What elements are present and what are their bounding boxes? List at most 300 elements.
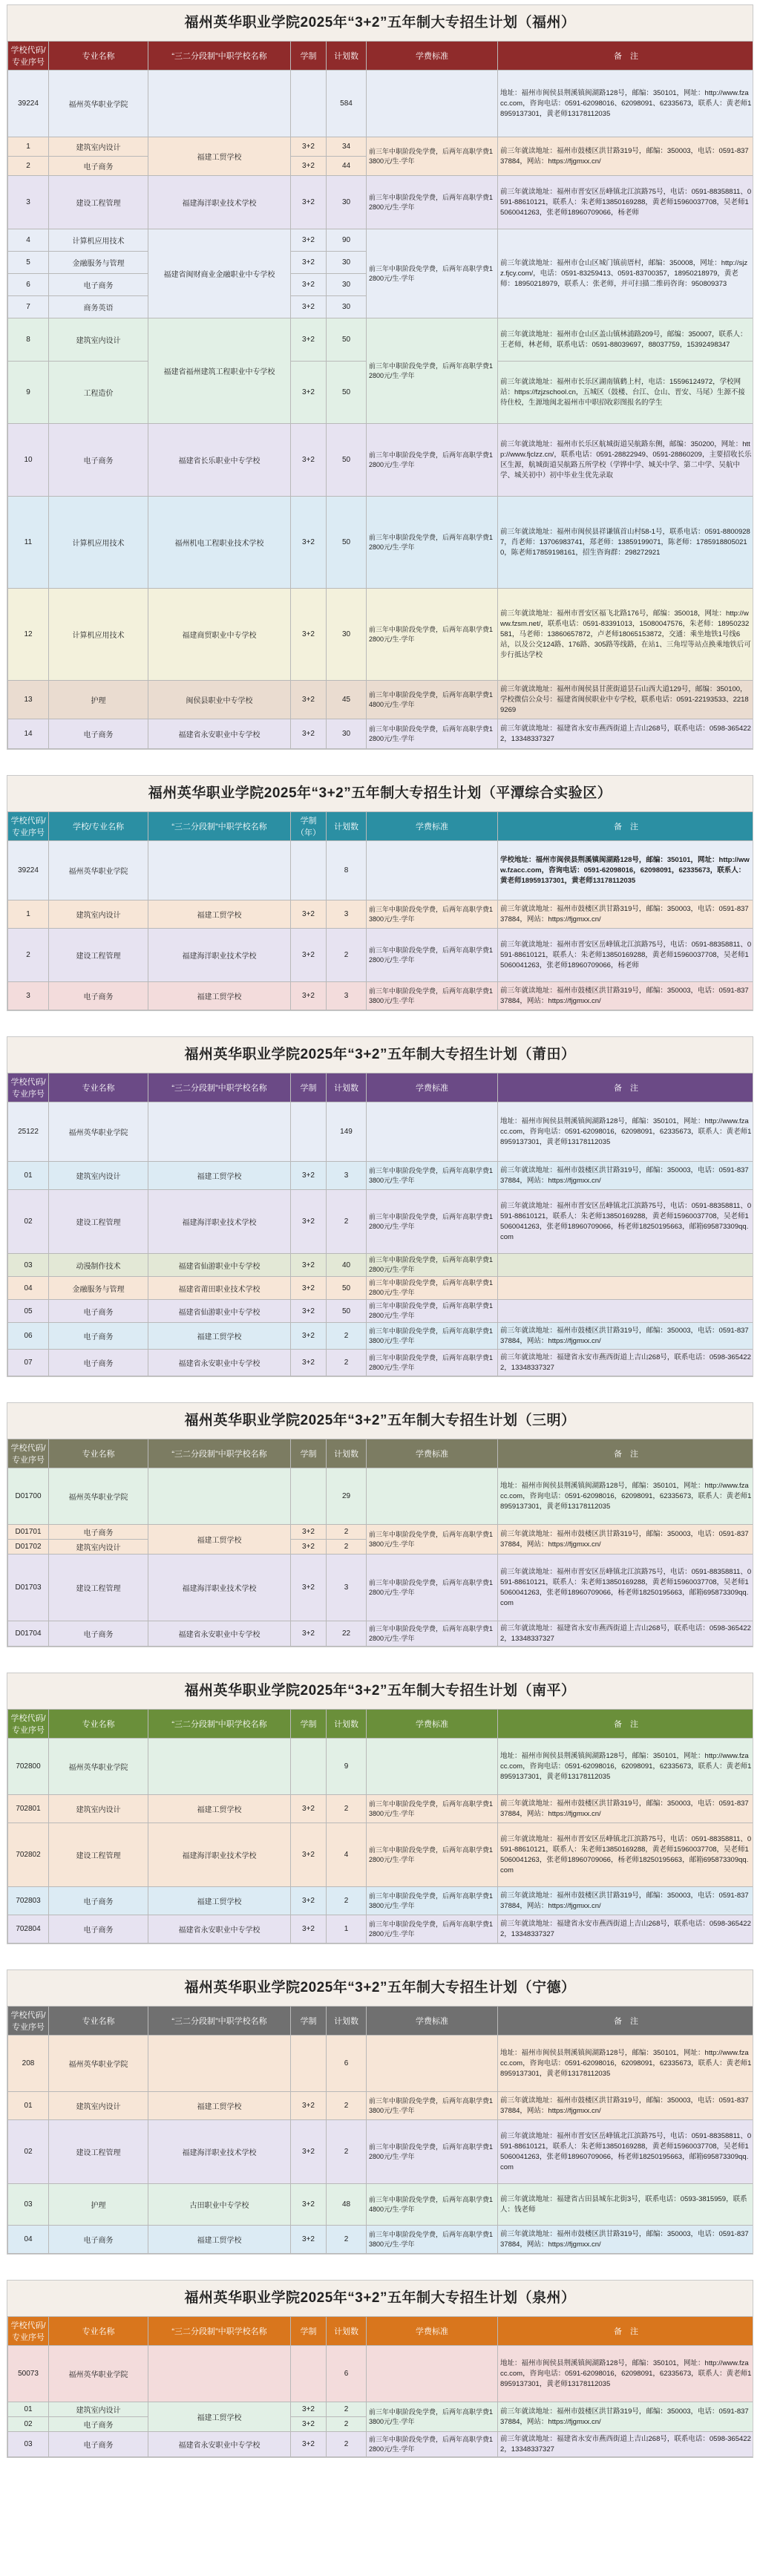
cell-plan: 2: [327, 1323, 367, 1350]
plan-table: [7, 2316, 753, 2457]
cell-fee: 前三年中职阶段免学费，后两年高职学费12800元/生·学年: [367, 1350, 498, 1376]
plan-section-quanzhou: [7, 2280, 753, 2458]
cell-school: 福建工贸学校: [148, 1162, 291, 1190]
cell-code: 702803: [8, 1887, 49, 1915]
cell-major: 金融服务与管理: [49, 1277, 148, 1300]
cell-code: D01704: [8, 1621, 49, 1647]
header-school: “三二分段制”中职学校名称: [148, 2317, 291, 2346]
cell-major: 建筑室内设计: [49, 1162, 148, 1190]
plan-table: [7, 1073, 753, 1376]
plan-table: [7, 1709, 753, 1944]
cell-major: 电子商务: [49, 1323, 148, 1350]
header-xuezhi: 学制: [291, 2007, 327, 2036]
cell-fee: 前三年中职阶段免学费，后两年高职学费12800元/生·学年: [367, 1254, 498, 1277]
cell-major: 福州英华职业学院: [49, 1468, 148, 1525]
table-row: [8, 2184, 754, 2226]
section-title: 福州英华职业学院2025年“3+2”五年制大专招生计划（南平）: [7, 1673, 753, 1709]
cell-fee: 前三年中职阶段免学费，后两年高职学费12800元/生·学年: [367, 719, 498, 749]
cell-plan: 45: [327, 681, 367, 719]
cell-fee: 前三年中职阶段免学费，后两年高职学费12800元/生·学年: [367, 1190, 498, 1254]
cell-plan: 30: [327, 176, 367, 229]
cell-school: 福建工贸学校: [148, 1525, 291, 1555]
cell-school: [148, 1468, 291, 1525]
table-header-row: [8, 812, 754, 841]
cell-note: 前三年就读地址：福州市长乐区航城街道吴航路东侧，邮编：350200，网址：http://www.fjclzz.cn/，联系电话：0591-28822949、0591-28860209，主要招收长乐区生源，航城街道吴航路五所学校（学铧中学、城关中学、第二中学、吴航中学、城关初中）初中毕业生优先录取: [498, 424, 754, 497]
cell-plan: 3: [327, 1162, 367, 1190]
cell-major: 工程造价: [49, 362, 148, 424]
cell-code: 01: [8, 1162, 49, 1190]
cell-fee: 前三年中职阶段免学费，后两年高职学费12800元/生·学年: [367, 1621, 498, 1647]
table-header-row: [8, 2007, 754, 2036]
cell-code: 702804: [8, 1915, 49, 1944]
table-row: [8, 2402, 754, 2417]
cell-major: 护理: [49, 681, 148, 719]
cell-code: D01701: [8, 1525, 49, 1540]
header-code: 学校代码/专业序号: [8, 1439, 49, 1468]
cell-note: [498, 1300, 754, 1323]
cell-fee: 前三年中职阶段免学费，后两年高职学费13800元/生·学年: [367, 1795, 498, 1823]
plan-section-nanping: [7, 1673, 753, 1944]
cell-school: 福建省莆田职业技术学校: [148, 1277, 291, 1300]
header-xuezhi: 学制（年）: [291, 812, 327, 841]
header-code: 学校代码/专业序号: [8, 1710, 49, 1739]
cell-xuezhi: [291, 1468, 327, 1525]
table-row: [8, 1739, 754, 1795]
cell-school: 福建工贸学校: [148, 1887, 291, 1915]
cell-school: [148, 1739, 291, 1795]
cell-school: 福州机电工程职业技术学校: [148, 497, 291, 589]
cell-note: 地址：福州市闽侯县荆溪镇闽湖路128号，邮编：350101，网址：http://www.fzacc.com，咨询电话：0591-62098016，62098091，62335673，联系人：黄老师18959137301，黄老师13178112035: [498, 2346, 754, 2402]
cell-plan: 3: [327, 982, 367, 1010]
plan-section-ningde: [7, 1969, 753, 2255]
cell-school: 福建海洋职业技术学校: [148, 1190, 291, 1254]
table-row: [8, 841, 754, 900]
cell-code: 01: [8, 2092, 49, 2120]
cell-note: 前三年就读地址：福建省永安市燕西街道上吉山268号，联系电话：0598-3654222，13348337327: [498, 1350, 754, 1376]
table-row: [8, 2036, 754, 2092]
cell-fee: 前三年中职阶段免学费，后两年高职学费12800元/生·学年: [367, 2432, 498, 2457]
cell-fee: 前三年中职阶段免学费，后两年高职学费12800元/生·学年: [367, 929, 498, 982]
cell-note: 前三年就读地址：福州市闽侯县甘蔗街道昙石山西大道129号，邮编：350100，学校微信公众号：福建省闽侯职业中专学校，联系电话：0591-22193533、22189269: [498, 681, 754, 719]
cell-major: 动漫制作技术: [49, 1254, 148, 1277]
cell-code: 12: [8, 589, 49, 681]
cell-plan: 2: [327, 2226, 367, 2254]
header-major: 专业名称: [49, 2317, 148, 2346]
cell-plan: 30: [327, 296, 367, 318]
cell-fee: 前三年中职阶段免学费，后两年高职学费12800元/生·学年: [367, 497, 498, 589]
cell-xuezhi: 3+2: [291, 1525, 327, 1540]
header-code: 学校代码/专业序号: [8, 42, 49, 71]
section-title: 福州英华职业学院2025年“3+2”五年制大专招生计划（平潭综合实验区）: [7, 776, 753, 811]
header-plan: 计划数: [327, 1439, 367, 1468]
cell-plan: 2: [327, 1795, 367, 1823]
cell-major: 电子商务: [49, 274, 148, 296]
cell-plan: 50: [327, 318, 367, 362]
cell-code: 4: [8, 229, 49, 252]
cell-plan: 8: [327, 841, 367, 900]
cell-plan: 34: [327, 137, 367, 157]
cell-major: 计算机应用技术: [49, 497, 148, 589]
cell-code: 1: [8, 137, 49, 157]
plan-table: [7, 2006, 753, 2254]
table-row: [8, 1254, 754, 1277]
cell-fee: [367, 841, 498, 900]
cell-plan: 50: [327, 1277, 367, 1300]
cell-xuezhi: [291, 1739, 327, 1795]
cell-note: 前三年就读地址：福建省永安市燕西街道上吉山268号，联系电话：0598-3654222，13348337327: [498, 719, 754, 749]
cell-plan: 29: [327, 1468, 367, 1525]
cell-xuezhi: 3+2: [291, 1795, 327, 1823]
cell-school: [148, 2346, 291, 2402]
cell-fee: 前三年中职阶段免学费，后两年高职学费13800元/生·学年: [367, 1162, 498, 1190]
header-note: 备 注: [498, 1710, 754, 1739]
header-note: 备 注: [498, 2317, 754, 2346]
cell-code: 13: [8, 681, 49, 719]
cell-xuezhi: 3+2: [291, 2092, 327, 2120]
cell-school: 福建工贸学校: [148, 2226, 291, 2254]
cell-note: [498, 1277, 754, 1300]
cell-xuezhi: [291, 1102, 327, 1162]
cell-plan: 50: [327, 497, 367, 589]
plan-table: [7, 1439, 753, 1647]
cell-major: 电子商务: [49, 424, 148, 497]
cell-fee: 前三年中职阶段免学费，后两年高职学费13800元/生·学年: [367, 2092, 498, 2120]
cell-note: 前三年就读地址：福州市晋安区福飞北路176号，邮编：350018，网址：http://www.fzsm.net/，联系电话：0591-83391013，15080047576，朱老师：18950232581，马老师：13860657872，卢老师18065153872，交通：乘坐地铁1号线6站，以及公交124路、176路、305路等线路，在站1、三角埕等站点换乘地铁后可步行抵达学校: [498, 589, 754, 681]
cell-fee: 前三年中职阶段免学费，后两年高职学费13800元/生·学年: [367, 137, 498, 176]
cell-major: 电子商务: [49, 2417, 148, 2432]
plan-section-putian: [7, 1036, 753, 1377]
cell-plan: 22: [327, 1621, 367, 1647]
header-school: “三二分段制”中职学校名称: [148, 42, 291, 71]
table-row: [8, 229, 754, 252]
cell-school: 福建省长乐职业中专学校: [148, 424, 291, 497]
cell-school: [148, 2036, 291, 2092]
cell-code: 03: [8, 2432, 49, 2457]
header-note: 备 注: [498, 1439, 754, 1468]
cell-major: 建筑室内设计: [49, 137, 148, 157]
cell-code: 14: [8, 719, 49, 749]
cell-code: 04: [8, 2226, 49, 2254]
cell-school: 福建工贸学校: [148, 982, 291, 1010]
header-xuezhi: 学制: [291, 42, 327, 71]
table-row: [8, 1162, 754, 1190]
cell-note: 前三年就读地址：福州市鼓楼区洪甘路319号，邮编：350003，电话：0591-83737884，网站：https://fjgmxx.cn/: [498, 2402, 754, 2432]
table-row: [8, 2092, 754, 2120]
table-header-row: [8, 42, 754, 71]
cell-xuezhi: 3+2: [291, 1190, 327, 1254]
cell-xuezhi: 3+2: [291, 274, 327, 296]
header-plan: 计划数: [327, 1073, 367, 1102]
cell-fee: 前三年中职阶段免学费，后两年高职学费12800元/生·学年: [367, 424, 498, 497]
cell-plan: 2: [327, 1540, 367, 1555]
cell-xuezhi: 3+2: [291, 318, 327, 362]
cell-code: 02: [8, 1190, 49, 1254]
cell-plan: 30: [327, 719, 367, 749]
cell-xuezhi: 3+2: [291, 719, 327, 749]
table-row: [8, 1525, 754, 1540]
cell-major: 建设工程管理: [49, 2120, 148, 2184]
cell-major: 电子商务: [49, 1915, 148, 1944]
cell-note: 前三年就读地址：福州市鼓楼区洪甘路319号，邮编：350003，电话：0591-83737884，网站：https://fjgmxx.cn/: [498, 1162, 754, 1190]
plan-section-sanming: [7, 1402, 753, 1647]
header-plan: 计划数: [327, 812, 367, 841]
cell-note: 前三年就读地址：福州市晋安区岳峰镇北江滨路75号，电话：0591-88358811、0591-88610121，联系人：朱老师13850169288，黄老师15960037708，吴老师15060041263，张老师18960709066，杨老师18250195663，邮箱695873309qq.com: [498, 1190, 754, 1254]
cell-note: 地址：福州市闽侯县荆溪镇闽湖路128号，邮编：350101，网址：http://www.fzacc.com，咨询电话：0591-62098016，62098091，62335673，联系人：黄老师18959137301，黄老师13178112035: [498, 1739, 754, 1795]
table-row: [8, 589, 754, 681]
cell-fee: 前三年中职阶段免学费，后两年高职学费12800元/生·学年: [367, 1300, 498, 1323]
cell-code: 07: [8, 1350, 49, 1376]
cell-plan: 2: [327, 2120, 367, 2184]
header-major: 学校/专业名称: [49, 812, 148, 841]
cell-plan: 1: [327, 1915, 367, 1944]
cell-code: 06: [8, 1323, 49, 1350]
table-row: [8, 497, 754, 589]
cell-major: 电子商务: [49, 982, 148, 1010]
cell-fee: 前三年中职阶段免学费，后两年高职学费12800元/生·学年: [367, 2120, 498, 2184]
cell-xuezhi: 3+2: [291, 1915, 327, 1944]
cell-school: 闽侯县职业中专学校: [148, 681, 291, 719]
cell-plan: 44: [327, 157, 367, 176]
cell-major: 建设工程管理: [49, 929, 148, 982]
plan-table: [7, 41, 753, 749]
cell-note: 前三年就读地址：福州市鼓楼区洪甘路319号，邮编：350003，电话：0591-83737884，网站：https://fjgmxx.cn/: [498, 1525, 754, 1555]
cell-major: 建设工程管理: [49, 1190, 148, 1254]
cell-xuezhi: 3+2: [291, 362, 327, 424]
cell-code: 39224: [8, 841, 49, 900]
cell-major: 护理: [49, 2184, 148, 2226]
cell-major: 电子商务: [49, 719, 148, 749]
cell-xuezhi: 3+2: [291, 1887, 327, 1915]
cell-code: 03: [8, 2184, 49, 2226]
header-code: 学校代码/专业序号: [8, 1073, 49, 1102]
cell-major: 建筑室内设计: [49, 900, 148, 929]
cell-plan: 2: [327, 1887, 367, 1915]
header-fee: 学费标准: [367, 1439, 498, 1468]
cell-school: 福建商贸职业中专学校: [148, 589, 291, 681]
cell-plan: 50: [327, 362, 367, 424]
table-row: [8, 1823, 754, 1887]
cell-note: 前三年就读地址：福州市鼓楼区洪甘路319号，邮编：350003，电话：0591-83737884，网站：https://fjgmxx.cn/: [498, 2226, 754, 2254]
table-header-row: [8, 1710, 754, 1739]
cell-major: 福州英华职业学院: [49, 1739, 148, 1795]
table-row: [8, 1300, 754, 1323]
cell-plan: 2: [327, 929, 367, 982]
table-header-row: [8, 1439, 754, 1468]
cell-school: 福建省福州建筑工程职业中专学校: [148, 318, 291, 424]
cell-xuezhi: [291, 2036, 327, 2092]
cell-xuezhi: 3+2: [291, 296, 327, 318]
cell-code: 02: [8, 2417, 49, 2432]
cell-note: 地址：福州市闽侯县荆溪镇闽湖路128号，邮编：350101，网址：http://www.fzacc.com，咨询电话：0591-62098016，62098091，62335673，联系人：黄老师18959137301，黄老师13178112035: [498, 1468, 754, 1525]
cell-xuezhi: 3+2: [291, 1300, 327, 1323]
cell-xuezhi: 3+2: [291, 1162, 327, 1190]
cell-code: 25122: [8, 1102, 49, 1162]
cell-note: 前三年就读地址：福州市晋安区岳峰镇北江滨路75号，电话：0591-88358811、0591-88610121，联系人：朱老师13850169288，黄老师15960037708，吴老师15060041263，张老师18960709066，杨老师18250195663，邮箱695873309qq.com: [498, 1823, 754, 1887]
cell-xuezhi: 3+2: [291, 1540, 327, 1555]
plan-table: [7, 811, 753, 1010]
header-school: “三二分段制”中职学校名称: [148, 1439, 291, 1468]
table-row: [8, 137, 754, 157]
cell-xuezhi: 3+2: [291, 424, 327, 497]
cell-major: 建筑室内设计: [49, 318, 148, 362]
cell-plan: 3: [327, 1555, 367, 1621]
table-row: [8, 1190, 754, 1254]
cell-fee: 前三年中职阶段免学费，后两年高职学费13800元/生·学年: [367, 1525, 498, 1555]
cell-note: 前三年就读地址：福州市仓山区盖山镇林浦路209号，邮编：350007，联系人：王老师，林老师，联系电话：0591-88039697，88037759，15392498347: [498, 318, 754, 362]
cell-note: 前三年就读地址：福州市晋安区岳峰镇北江滨路75号，电话：0591-88358811、0591-88610121，联系人：朱老师13850169288，黄老师15960037708，吴老师15060041263，张老师18960709066，杨老师18250195663，邮箱695873309qq.com: [498, 2120, 754, 2184]
cell-major: 电子商务: [49, 1300, 148, 1323]
table-row: [8, 1621, 754, 1647]
table-row: [8, 2120, 754, 2184]
cell-code: 702800: [8, 1739, 49, 1795]
cell-major: 福州英华职业学院: [49, 71, 148, 137]
section-title: 福州英华职业学院2025年“3+2”五年制大专招生计划（三明）: [7, 1403, 753, 1439]
page: [7, 0, 753, 2458]
cell-code: 1: [8, 900, 49, 929]
cell-school: [148, 1102, 291, 1162]
cell-major: 建筑室内设计: [49, 2402, 148, 2417]
cell-xuezhi: [291, 71, 327, 137]
cell-xuezhi: 3+2: [291, 1555, 327, 1621]
cell-school: 福建省永安职业中专学校: [148, 1350, 291, 1376]
cell-school: [148, 71, 291, 137]
header-note: 备 注: [498, 1073, 754, 1102]
cell-xuezhi: 3+2: [291, 2402, 327, 2417]
cell-plan: 3: [327, 900, 367, 929]
cell-school: [148, 841, 291, 900]
cell-note: 前三年就读地址：福州市鼓楼区洪甘路319号，邮编：350003，电话：0591-83737884，网站：https://fjgmxx.cn/: [498, 1323, 754, 1350]
cell-major: 福州英华职业学院: [49, 2346, 148, 2402]
cell-xuezhi: 3+2: [291, 681, 327, 719]
cell-xuezhi: [291, 841, 327, 900]
cell-code: 10: [8, 424, 49, 497]
table-row: [8, 2346, 754, 2402]
header-xuezhi: 学制: [291, 1073, 327, 1102]
cell-code: 702801: [8, 1795, 49, 1823]
cell-major: 电子商务: [49, 2226, 148, 2254]
cell-school: 福建工贸学校: [148, 2092, 291, 2120]
cell-note: 地址：福州市闽侯县荆溪镇闽湖路128号，邮编：350101，网址：http://www.fzacc.com，咨询电话：0591-62098016，62098091，62335673，联系人：黄老师18959137301，黄老师13178112035: [498, 1102, 754, 1162]
cell-note: 前三年就读地址：福州市鼓楼区洪甘路319号，邮编：350003，电话：0591-83737884，网站：https://fjgmxx.cn/: [498, 982, 754, 1010]
plan-section-fuzhou: [7, 4, 753, 750]
header-xuezhi: 学制: [291, 1710, 327, 1739]
cell-xuezhi: 3+2: [291, 589, 327, 681]
table-row: [8, 1277, 754, 1300]
cell-xuezhi: 3+2: [291, 1323, 327, 1350]
cell-note: 前三年就读地址：福州市长乐区湖南镇鹤上村，电话：15596124972，学校网站：https://fzjzschool.cn，五城区（鼓楼、台江、仓山、晋安、马尾）生源不接待住校，生源地闽北福州市中职招收彩图报名的学生: [498, 362, 754, 424]
section-title: 福州英华职业学院2025年“3+2”五年制大专招生计划（莆田）: [7, 1037, 753, 1073]
cell-school: 福建工贸学校: [148, 137, 291, 176]
cell-code: 2: [8, 929, 49, 982]
cell-major: 电子商务: [49, 1350, 148, 1376]
cell-code: 5: [8, 252, 49, 274]
header-major: 专业名称: [49, 2007, 148, 2036]
cell-school: 福建海洋职业技术学校: [148, 1555, 291, 1621]
cell-plan: 6: [327, 2346, 367, 2402]
header-fee: 学费标准: [367, 42, 498, 71]
cell-fee: 前三年中职阶段免学费，后两年高职学费13800元/生·学年: [367, 2226, 498, 2254]
cell-xuezhi: 3+2: [291, 2226, 327, 2254]
cell-plan: 30: [327, 274, 367, 296]
cell-plan: 48: [327, 2184, 367, 2226]
cell-plan: 149: [327, 1102, 367, 1162]
cell-xuezhi: 3+2: [291, 2184, 327, 2226]
cell-fee: [367, 71, 498, 137]
header-school: “三二分段制”中职学校名称: [148, 1073, 291, 1102]
cell-plan: 6: [327, 2036, 367, 2092]
cell-plan: 2: [327, 2432, 367, 2457]
cell-fee: 前三年中职阶段免学费，后两年高职学费13800元/生·学年: [367, 982, 498, 1010]
cell-school: 福建工贸学校: [148, 2402, 291, 2432]
cell-school: 古田职业中专学校: [148, 2184, 291, 2226]
cell-code: 39224: [8, 71, 49, 137]
cell-code: 05: [8, 1300, 49, 1323]
table-row: [8, 318, 754, 362]
cell-plan: 30: [327, 252, 367, 274]
cell-xuezhi: 3+2: [291, 982, 327, 1010]
header-code: 学校代码/专业序号: [8, 812, 49, 841]
header-plan: 计划数: [327, 42, 367, 71]
cell-xuezhi: 3+2: [291, 2417, 327, 2432]
cell-note: 地址：福州市闽侯县荆溪镇闽湖路128号，邮编：350101，网址：http://www.fzacc.com，咨询电话：0591-62098016、62098091、62335673，联系人：黄老师18959137301，黄老师13178112035: [498, 71, 754, 137]
cell-school: 福建海洋职业技术学校: [148, 1823, 291, 1887]
table-row: [8, 71, 754, 137]
section-title: 福州英华职业学院2025年“3+2”五年制大专招生计划（泉州）: [7, 2281, 753, 2316]
cell-code: 702802: [8, 1823, 49, 1887]
cell-fee: 前三年中职阶段免学费，后两年高职学费12800元/生·学年: [367, 229, 498, 318]
header-fee: 学费标准: [367, 2007, 498, 2036]
cell-fee: 前三年中职阶段免学费，后两年高职学费12800元/生·学年: [367, 1823, 498, 1887]
header-xuezhi: 学制: [291, 2317, 327, 2346]
cell-note: 前三年就读地址：福州市闽侯县祥谦镇首山村58-1号，联系电话：0591-88009287，肖老师：13706983741，郑老师：13859199071，陈老师：17859188050210，陈老师17859198161，招生咨询群：298272921: [498, 497, 754, 589]
cell-plan: 90: [327, 229, 367, 252]
cell-school: 福建省永安职业中专学校: [148, 1621, 291, 1647]
cell-xuezhi: 3+2: [291, 2432, 327, 2457]
cell-xuezhi: 3+2: [291, 497, 327, 589]
cell-note: 前三年就读地址：福建省永安市燕西街道上吉山268号，联系电话：0598-3654222，13348337327: [498, 1621, 754, 1647]
cell-major: 建设工程管理: [49, 176, 148, 229]
cell-plan: 9: [327, 1739, 367, 1795]
table-row: [8, 1555, 754, 1621]
header-major: 专业名称: [49, 42, 148, 71]
header-fee: 学费标准: [367, 1710, 498, 1739]
cell-school: 福建省永安职业中专学校: [148, 719, 291, 749]
cell-code: 8: [8, 318, 49, 362]
cell-code: 7: [8, 296, 49, 318]
cell-fee: [367, 1102, 498, 1162]
header-code: 学校代码/专业序号: [8, 2007, 49, 2036]
cell-xuezhi: [291, 2346, 327, 2402]
cell-plan: 2: [327, 2402, 367, 2417]
cell-code: 01: [8, 2402, 49, 2417]
cell-xuezhi: 3+2: [291, 1621, 327, 1647]
cell-code: 3: [8, 176, 49, 229]
cell-note: 前三年就读地址：福州市仓山区城门镇前厝村，邮编：350008，网址：http://sjzz.fjcy.com/，电话：0591-83259413、0591-83700357，18950218979，黄老师：18950218979，联系人：张老师，并可扫描二维码咨询：950809373: [498, 229, 754, 318]
section-title: 福州英华职业学院2025年“3+2”五年制大专招生计划（宁德）: [7, 1970, 753, 2006]
cell-school: 福建海洋职业技术学校: [148, 929, 291, 982]
table-row: [8, 1795, 754, 1823]
cell-major: 建筑室内设计: [49, 2092, 148, 2120]
cell-fee: 前三年中职阶段免学费，后两年高职学费12800元/生·学年: [367, 589, 498, 681]
cell-fee: 前三年中职阶段免学费，后两年高职学费14800元/生·学年: [367, 2184, 498, 2226]
cell-school: 福建省永安职业中专学校: [148, 1915, 291, 1944]
table-row: [8, 176, 754, 229]
cell-school: 福建工贸学校: [148, 1323, 291, 1350]
header-fee: 学费标准: [367, 812, 498, 841]
cell-code: 02: [8, 2120, 49, 2184]
cell-fee: 前三年中职阶段免学费，后两年高职学费12800元/生·学年: [367, 318, 498, 424]
table-row: [8, 719, 754, 749]
